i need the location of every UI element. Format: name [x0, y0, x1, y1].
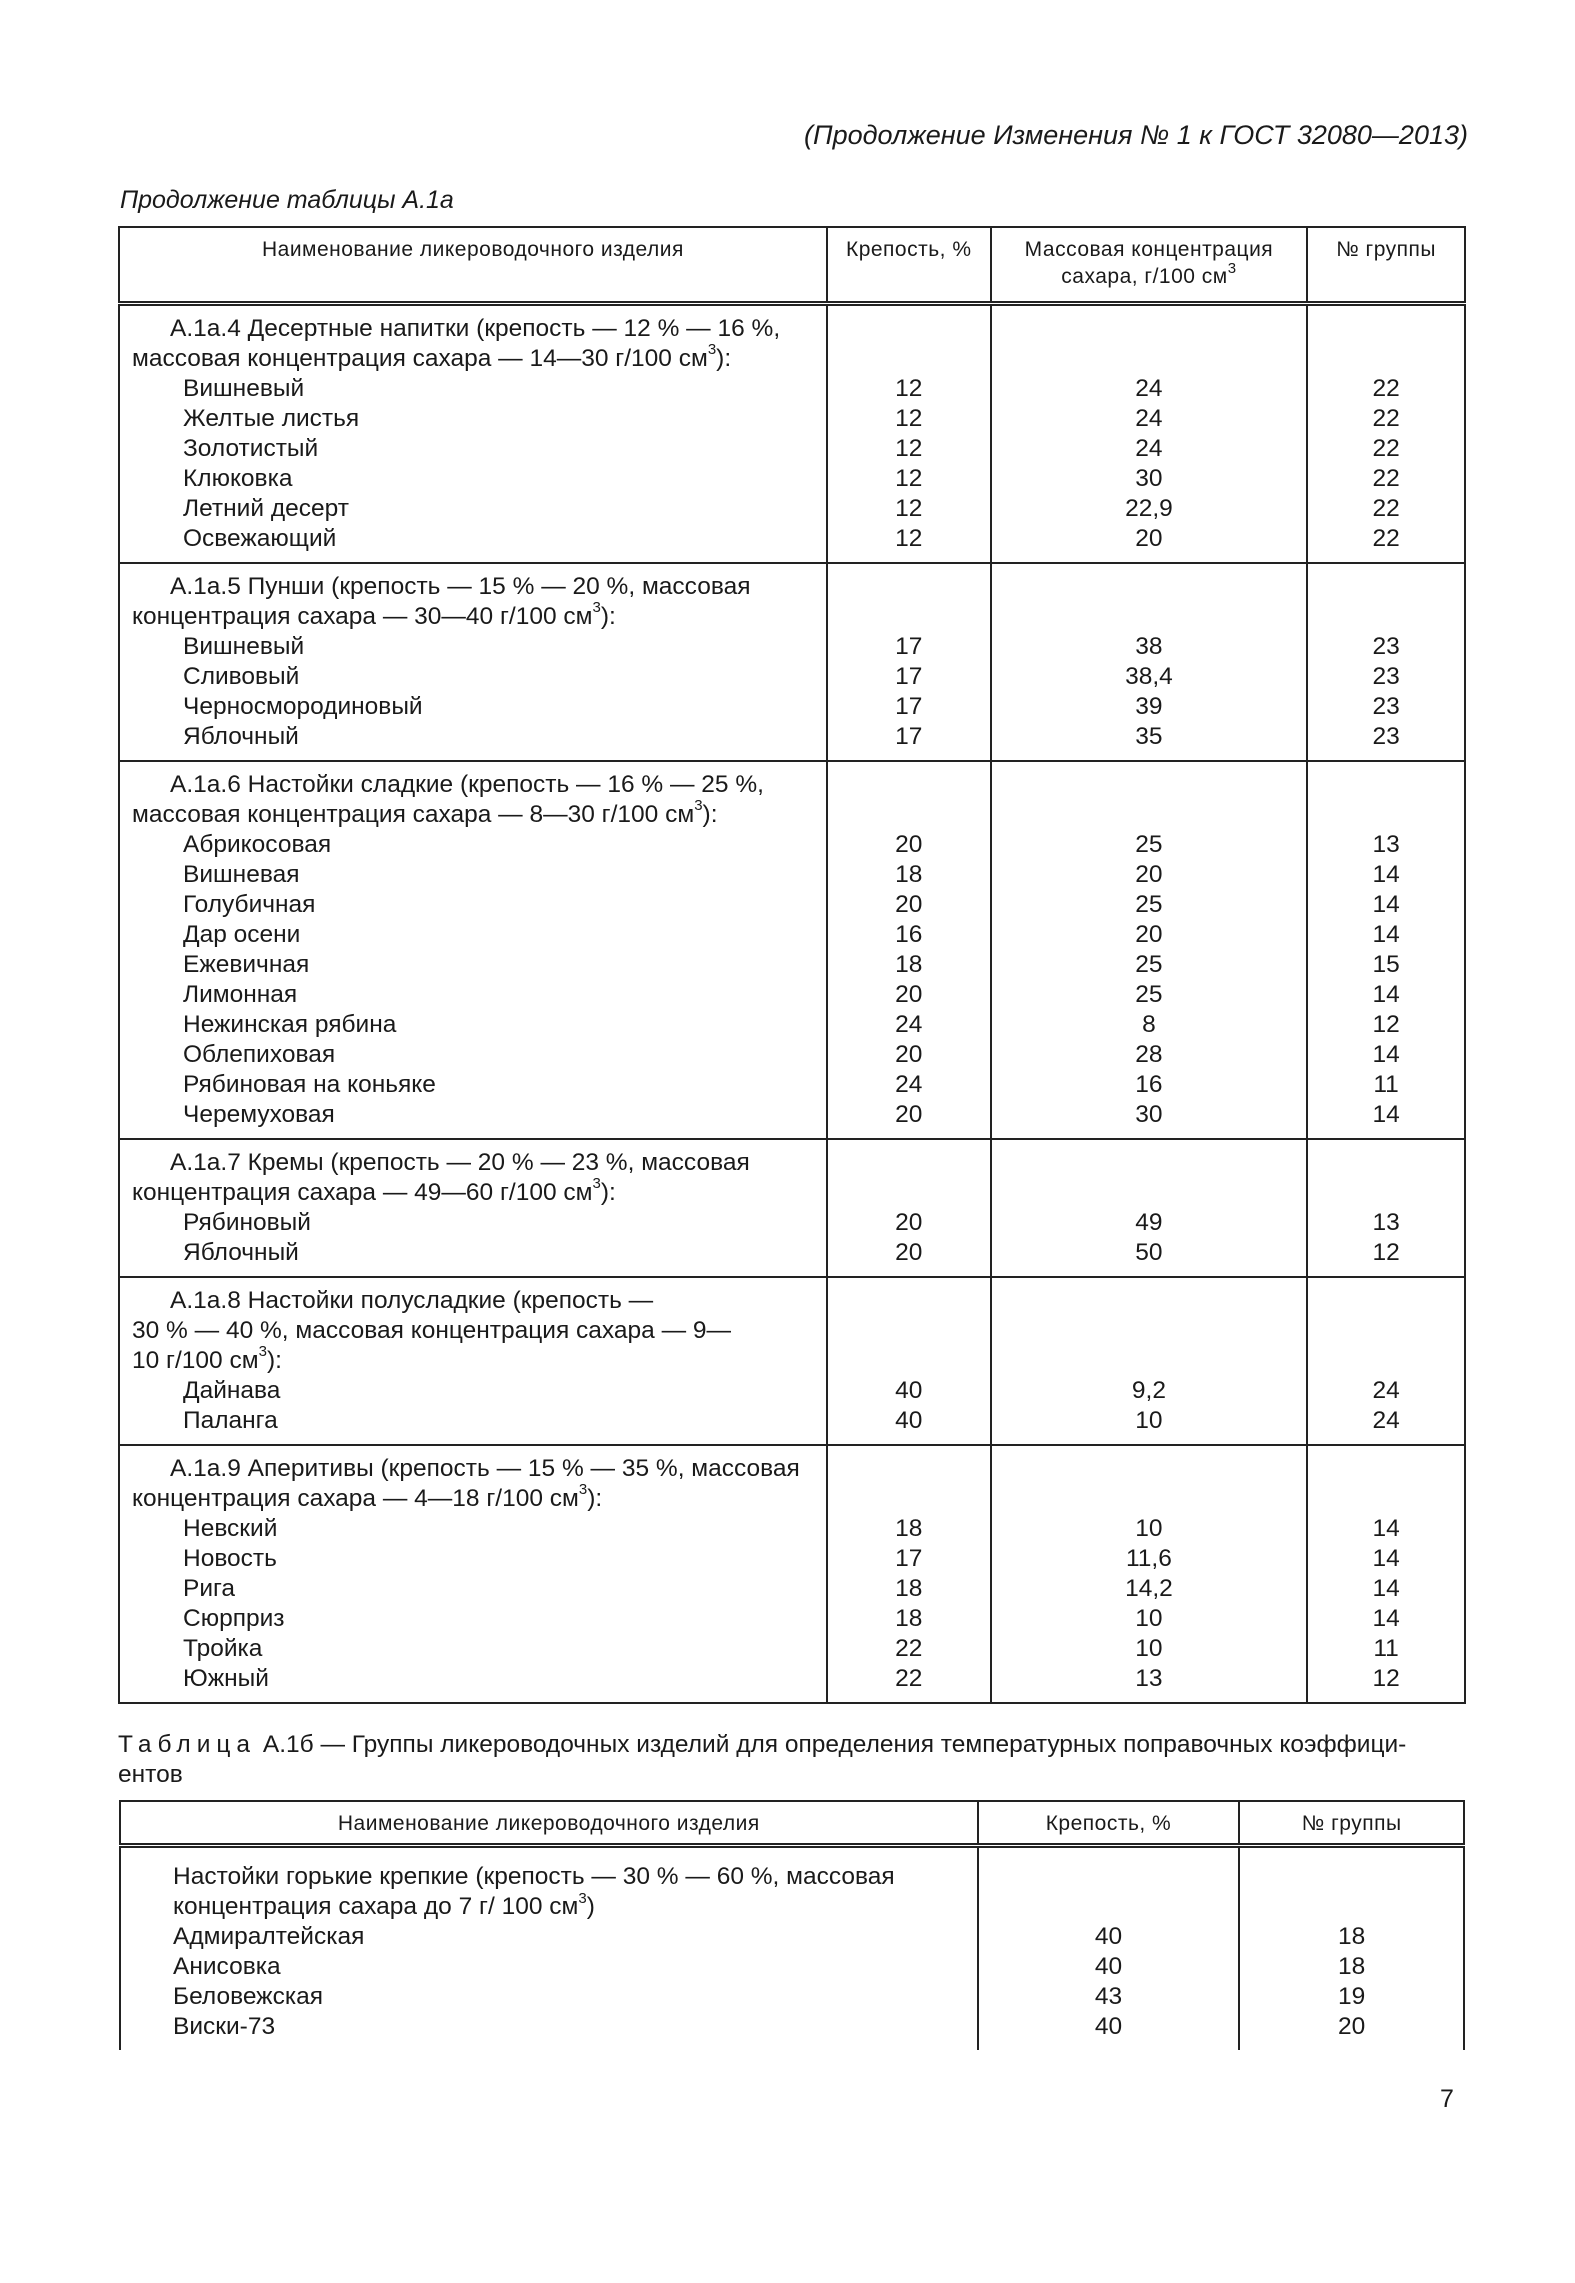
product-group: 23 [1372, 722, 1400, 750]
group-title-line [132, 1481, 822, 1514]
product-name: Новость [183, 1544, 277, 1572]
spacer [992, 770, 1307, 830]
product-name: Беловежская [173, 1983, 323, 2010]
document-continuation-header: (Продолжение Изменения № 1 к ГОСТ 32080—2013) [804, 120, 1468, 150]
product-strength: 20 [895, 830, 923, 858]
product-name: Золотистый [183, 434, 319, 462]
group-title-text: концентрация сахара до 7 г/ 100 см [173, 1893, 579, 1920]
product-group: 14 [1372, 860, 1400, 888]
product-sugar: 24 [1135, 374, 1163, 402]
product-group: 23 [1372, 662, 1400, 690]
group-number-cell [1307, 303, 1465, 563]
group-title-text: массовая концентрация сахара — 8—30 г/100 см [132, 800, 695, 828]
col-header-name: Наименование ликероводочного изделия [120, 1801, 978, 1846]
product-name: Невский [183, 1514, 278, 1542]
product-name: Виски-73 [173, 2013, 276, 2040]
product-sugar: 20 [1135, 920, 1163, 948]
superscript: 3 [578, 1481, 588, 1499]
product-strength: 20 [895, 1100, 923, 1128]
product-group: 15 [1372, 950, 1400, 978]
product-group: 11 [1373, 1070, 1399, 1098]
product-sugar: 25 [1135, 890, 1163, 918]
product-name: Южный [183, 1664, 269, 1692]
group-row [119, 303, 1465, 563]
product-name: Рябиновая на коньяке [183, 1070, 436, 1098]
product-strength: 20 [895, 1208, 923, 1236]
product-strength: 12 [895, 524, 923, 552]
group-title-line: А.1а.5 Пунши (крепость — 15 % — 20 %, массовая [170, 572, 751, 600]
group-row [119, 1445, 1465, 1703]
superscript: 3 [707, 341, 717, 359]
product-name: Освежающий [183, 524, 337, 552]
group-name-cell [119, 1445, 827, 1703]
superscript: 3 [592, 599, 601, 617]
product-name: Облепиховая [183, 1040, 336, 1068]
product-strength: 20 [895, 1040, 923, 1068]
product-sugar: 25 [1135, 980, 1163, 1008]
product-name: Яблочный [183, 722, 299, 750]
product-group: 13 [1372, 1208, 1400, 1236]
product-group: 14 [1372, 890, 1400, 918]
spacer [828, 314, 990, 374]
group-title-line [132, 1175, 822, 1208]
superscript: 3 [592, 1175, 601, 1193]
product-group: 12 [1372, 1664, 1400, 1692]
group-name-cell [120, 1846, 978, 2051]
product-group: 19 [1338, 1983, 1366, 2010]
product-strength: 40 [1094, 1923, 1123, 1950]
product-sugar: 10 [1135, 1634, 1163, 1662]
product-sugar: 38,4 [1125, 662, 1173, 690]
product-sugar: 24 [1135, 404, 1163, 432]
product-name: Черемуховая [183, 1100, 335, 1128]
group-title-tail: ): [600, 602, 616, 630]
spacer [828, 572, 990, 632]
product-group: 13 [1372, 830, 1400, 858]
product-sugar: 39 [1135, 692, 1163, 720]
product-sugar: 20 [1135, 524, 1163, 552]
product-sugar: 13 [1135, 1664, 1163, 1692]
table-a1a [118, 226, 1466, 1704]
product-group: 22 [1372, 494, 1400, 522]
product-group: 14 [1372, 1574, 1400, 1602]
product-group: 22 [1372, 434, 1400, 462]
product-strength: 40 [1094, 1953, 1123, 1980]
group-title-line: А.1а.7 Кремы (крепость — 20 % — 23 %, массовая [170, 1148, 750, 1176]
group-number-cell [1307, 761, 1465, 1139]
product-strength: 18 [895, 1514, 923, 1542]
table-label: Таблица [118, 1731, 257, 1758]
spacer [828, 1148, 990, 1208]
spacer [828, 770, 990, 830]
group-number-cell [1307, 1277, 1465, 1445]
group-title-line: А.1а.4 Десертные напитки (крепость — 12 % — 16 %, [170, 314, 781, 342]
group-row [119, 761, 1465, 1139]
product-name: Паланга [183, 1406, 278, 1434]
product-sugar: 14,2 [1125, 1574, 1173, 1602]
product-strength: 43 [1094, 1983, 1123, 2010]
product-group: 14 [1372, 920, 1400, 948]
product-strength: 12 [895, 374, 923, 402]
table-a1b [119, 1800, 1465, 2050]
spacer [1308, 572, 1464, 632]
col-header-sugar [991, 227, 1308, 303]
group-name-cell [119, 303, 827, 563]
product-strength: 20 [895, 980, 923, 1008]
product-strength: 17 [895, 1544, 923, 1572]
product-strength: 40 [895, 1376, 923, 1404]
product-name: Летний десерт [183, 494, 349, 522]
product-strength: 17 [895, 692, 923, 720]
spacer [1308, 1286, 1464, 1376]
spacer [992, 1286, 1307, 1376]
strength-cell [827, 563, 991, 761]
product-strength: 22 [895, 1634, 923, 1662]
product-sugar: 10 [1135, 1514, 1163, 1542]
product-sugar: 20 [1135, 860, 1163, 888]
product-sugar: 35 [1135, 722, 1163, 750]
group-number-cell [1307, 1139, 1465, 1277]
group-name-cell [119, 1139, 827, 1277]
spacer [1240, 1862, 1463, 1922]
product-group: 14 [1372, 1544, 1400, 1572]
sugar-cell [991, 1277, 1308, 1445]
product-sugar: 10 [1135, 1406, 1163, 1434]
product-sugar: 24 [1135, 434, 1163, 462]
table-a1b-caption-line2: ентов [118, 1761, 183, 1788]
group-title-line: А.1а.6 Настойки сладкие (крепость — 16 % — 25 %, [170, 770, 764, 798]
product-name: Сливовый [183, 662, 300, 690]
strength-cell [827, 303, 991, 563]
product-sugar: 30 [1135, 464, 1163, 492]
group-title-tail: ) [586, 1893, 595, 1920]
col-header-strength: Крепость, % [978, 1801, 1240, 1846]
group-row [119, 1277, 1465, 1445]
strength-cell [978, 1846, 1240, 2051]
product-strength: 24 [895, 1010, 923, 1038]
sugar-cell [991, 761, 1308, 1139]
page-number: 7 [1440, 2085, 1454, 2113]
table-a1a-caption: Продолжение таблицы А.1а [120, 186, 454, 214]
product-name: Вишневый [183, 632, 305, 660]
product-strength: 20 [895, 1238, 923, 1266]
product-strength: 40 [895, 1406, 923, 1434]
product-sugar: 9,2 [1131, 1376, 1166, 1404]
product-name: Анисовка [173, 1953, 281, 1980]
product-group: 20 [1338, 2013, 1366, 2040]
group-title-text: массовая концентрация сахара — 14—30 г/100 см [132, 344, 708, 372]
product-strength: 17 [895, 662, 923, 690]
product-strength: 24 [895, 1070, 923, 1098]
product-sugar: 30 [1135, 1100, 1163, 1128]
product-group: 24 [1372, 1406, 1400, 1434]
strength-cell [827, 761, 991, 1139]
product-name: Сюрприз [183, 1604, 285, 1632]
product-group: 22 [1372, 464, 1400, 492]
product-group: 23 [1372, 632, 1400, 660]
group-title-line: Настойки горькие крепкие (крепость — 30 % — 60 %, массовая [173, 1863, 895, 1890]
sugar-cell [991, 1139, 1308, 1277]
group-number-cell [1307, 1445, 1465, 1703]
product-strength: 22 [895, 1664, 923, 1692]
col-header-strength: Крепость, % [827, 227, 991, 303]
sugar-cell [991, 1445, 1308, 1703]
group-title-line [173, 1889, 973, 1922]
product-sugar: 25 [1135, 950, 1163, 978]
group-title-text: концентрация сахара — 49—60 г/100 см [132, 1178, 593, 1206]
product-strength: 18 [895, 1574, 923, 1602]
spacer [828, 1286, 990, 1376]
table-header-row [119, 227, 1465, 303]
product-group: 14 [1372, 1514, 1400, 1542]
product-strength: 20 [895, 890, 923, 918]
product-group: 12 [1372, 1238, 1400, 1266]
group-title-line: А.1а.8 Настойки полусладкие (крепость — [170, 1286, 654, 1314]
group-name-cell [119, 563, 827, 761]
product-name: Яблочный [183, 1238, 299, 1266]
product-name: Голубичная [183, 890, 316, 918]
product-strength: 16 [895, 920, 923, 948]
superscript: 3 [1227, 260, 1237, 277]
product-sugar: 50 [1135, 1238, 1163, 1266]
spacer [992, 1148, 1307, 1208]
product-sugar: 16 [1135, 1070, 1163, 1098]
group-title-tail: ): [716, 344, 732, 372]
col-header-sugar-text: Массовая концентрация сахара, г/100 см [1024, 238, 1274, 288]
product-group: 18 [1338, 1923, 1366, 1950]
group-title-line [132, 599, 822, 632]
product-sugar: 10 [1135, 1604, 1163, 1632]
product-name: Адмиралтейская [173, 1923, 365, 1950]
product-group: 14 [1372, 1100, 1400, 1128]
product-name: Ежевичная [183, 950, 310, 978]
product-name: Рига [183, 1574, 236, 1602]
product-name: Лимонная [183, 980, 298, 1008]
product-name: Вишневая [183, 860, 300, 888]
group-title-line [132, 1343, 822, 1376]
spacer [1308, 1148, 1464, 1208]
product-strength: 18 [895, 860, 923, 888]
product-group: 22 [1372, 524, 1400, 552]
product-strength: 12 [895, 434, 923, 462]
product-strength: 12 [895, 494, 923, 522]
spacer [992, 572, 1307, 632]
product-strength: 18 [895, 1604, 923, 1632]
product-name: Вишневый [183, 374, 305, 402]
product-sugar: 25 [1135, 830, 1163, 858]
product-strength: 18 [895, 950, 923, 978]
product-name: Дар осени [183, 920, 301, 948]
strength-cell [827, 1445, 991, 1703]
product-sugar: 11,6 [1125, 1544, 1172, 1572]
group-number-cell [1307, 563, 1465, 761]
product-name: Абрикосовая [183, 830, 332, 858]
strength-cell [827, 1139, 991, 1277]
product-name: Клюковка [183, 464, 293, 492]
product-group: 14 [1372, 1040, 1400, 1068]
product-group: 22 [1372, 374, 1400, 402]
spacer [992, 1454, 1307, 1514]
superscript: 3 [694, 797, 703, 815]
spacer [828, 1454, 990, 1514]
sugar-cell [991, 563, 1308, 761]
group-title-line: 30 % — 40 %, массовая концентрация сахара — 9— [132, 1316, 732, 1344]
product-group: 23 [1372, 692, 1400, 720]
product-name: Желтые листья [183, 404, 360, 432]
product-name: Рябиновый [183, 1208, 311, 1236]
group-number-cell [1239, 1846, 1464, 2051]
group-title-tail: ): [600, 1178, 616, 1206]
product-sugar: 49 [1135, 1208, 1163, 1236]
group-title-tail: ): [702, 800, 718, 828]
superscript: 3 [258, 1343, 267, 1361]
table-a1b-caption [118, 1730, 1466, 1790]
group-title-text: 10 г/100 см [132, 1346, 259, 1374]
product-name: Тройка [183, 1634, 263, 1662]
product-group: 12 [1372, 1010, 1400, 1038]
group-row [119, 1139, 1465, 1277]
strength-cell [827, 1277, 991, 1445]
group-title-line: А.1а.9 Аперитивы (крепость — 15 % — 35 %, массовая [170, 1454, 800, 1482]
group-title-line [132, 341, 822, 374]
group-title-tail: ): [587, 1484, 603, 1512]
group-row [119, 563, 1465, 761]
product-name: Нежинская рябина [183, 1010, 397, 1038]
spacer [1308, 770, 1464, 830]
spacer [1308, 1454, 1464, 1514]
group-name-cell [119, 761, 827, 1139]
product-name: Дайнава [183, 1376, 281, 1404]
sugar-cell [991, 303, 1308, 563]
product-group: 18 [1338, 1953, 1366, 1980]
product-strength: 12 [895, 404, 923, 432]
col-header-group: № группы [1239, 1801, 1464, 1846]
product-name: Черносмородиновый [183, 692, 423, 720]
group-title-text: концентрация сахара — 4—18 г/100 см [132, 1484, 579, 1512]
product-strength: 40 [1094, 2013, 1123, 2040]
product-strength: 17 [895, 722, 923, 750]
spacer [979, 1862, 1239, 1922]
group-name-cell [119, 1277, 827, 1445]
product-sugar: 38 [1135, 632, 1163, 660]
product-sugar: 8 [1142, 1010, 1156, 1038]
table-a1b-caption-text: А.1б — Группы ликероводочных изделий для определения температурных поправочных коэффици- [256, 1731, 1407, 1758]
col-header-name: Наименование ликероводочного изделия [119, 227, 827, 303]
product-strength: 12 [895, 464, 923, 492]
product-group: 14 [1372, 980, 1400, 1008]
group-title-text: концентрация сахара — 30—40 г/100 см [132, 602, 593, 630]
table-header-row [120, 1801, 1464, 1846]
spacer [1308, 314, 1464, 374]
product-sugar: 22,9 [1125, 494, 1173, 522]
spacer [992, 314, 1307, 374]
col-header-group: № группы [1307, 227, 1465, 303]
product-sugar: 28 [1135, 1040, 1163, 1068]
group-row [120, 1846, 1464, 2051]
group-title-tail: ): [266, 1346, 282, 1374]
product-group: 14 [1372, 1604, 1400, 1632]
product-group: 11 [1373, 1634, 1399, 1662]
superscript: 3 [578, 1889, 587, 1907]
product-group: 24 [1372, 1376, 1400, 1404]
product-strength: 17 [895, 632, 923, 660]
product-group: 22 [1372, 404, 1400, 432]
group-title-line [132, 797, 822, 830]
